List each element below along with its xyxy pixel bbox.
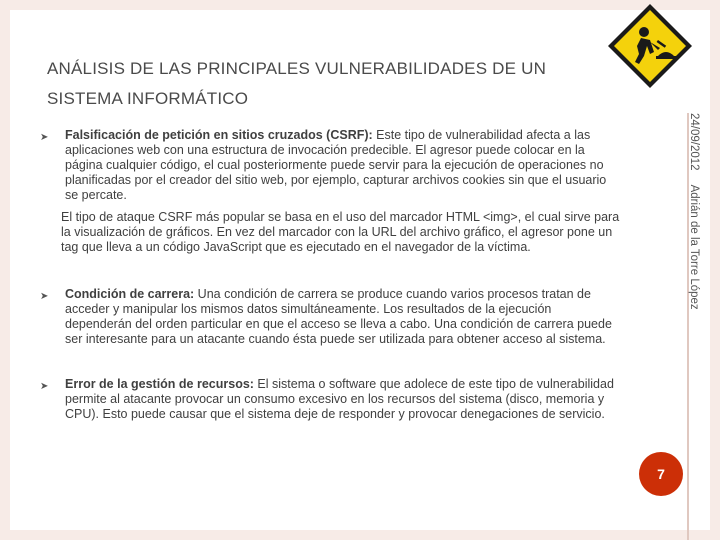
slide-title bbox=[47, 54, 627, 114]
vertical-footer bbox=[688, 113, 700, 323]
item-body: Una condición de carrera se produce cuando varios procesos tratan de acceder y manipular los mismos datos simultáneamente. Los resultados de la ejecución dependerán del orden particular en que el acceso se lleva a cabo. Una condición de carrera puede ser interesante para un atacante cuando ésta puede ser utilizada para obtener acceso al sistema. bbox=[65, 287, 612, 346]
arrow-bullet-icon: ➤ bbox=[40, 132, 49, 143]
item-extra-paragraph: El tipo de ataque CSRF más popular se basa en el uso del marcador HTML <img>, el cual sirve para la visualización de gráficos. En vez del marcador con la URL del archivo gráfico, el agresor pone un tag que lleva a un código JavaScript que es ejecutado en el navegador de la víctima. bbox=[61, 210, 620, 254]
list-item bbox=[40, 128, 620, 203]
list-item bbox=[40, 287, 620, 347]
item-heading: Falsificación de petición en sitios cruzados (CSRF): bbox=[65, 128, 373, 142]
slide-author: Adrián de la Torre López bbox=[688, 184, 700, 310]
arrow-bullet-icon: ➤ bbox=[40, 291, 49, 302]
slide-date: 24/09/2012 bbox=[688, 113, 700, 171]
title-line-1: ANÁLISIS DE LAS PRINCIPALES VULNERABILIDADES DE UN bbox=[47, 59, 547, 78]
list-item bbox=[40, 377, 620, 422]
item-body: Este tipo de vulnerabilidad afecta a las aplicaciones web con una estructura de invocación predecible. El agresor puede colocar en la página cualquier código, el cual posteriormente puede servir para la ejecución de operaciones no planificadas por el creador del sitio web, por ejemplo, capturar archivos cookies sin que el usuario se percate. bbox=[65, 128, 607, 202]
item-heading: Condición de carrera: bbox=[65, 287, 195, 301]
slide-content bbox=[40, 128, 620, 422]
title-line-2: SISTEMA INFORMÁTICO bbox=[47, 89, 249, 108]
item-body: El sistema o software que adolece de este tipo de vulnerabilidad permite al atacante provocar un consumo excesivo en los recursos del sistema (disco, memoria y CPU). Esto puede causar que el sistema deje de responder y provocar denegaciones de servicio. bbox=[65, 377, 614, 421]
men-at-work-sign-icon bbox=[606, 2, 694, 90]
item-heading: Error de la gestión de recursos: bbox=[65, 377, 254, 391]
page-number-badge: 7 bbox=[639, 452, 683, 496]
arrow-bullet-icon: ➤ bbox=[40, 381, 49, 392]
